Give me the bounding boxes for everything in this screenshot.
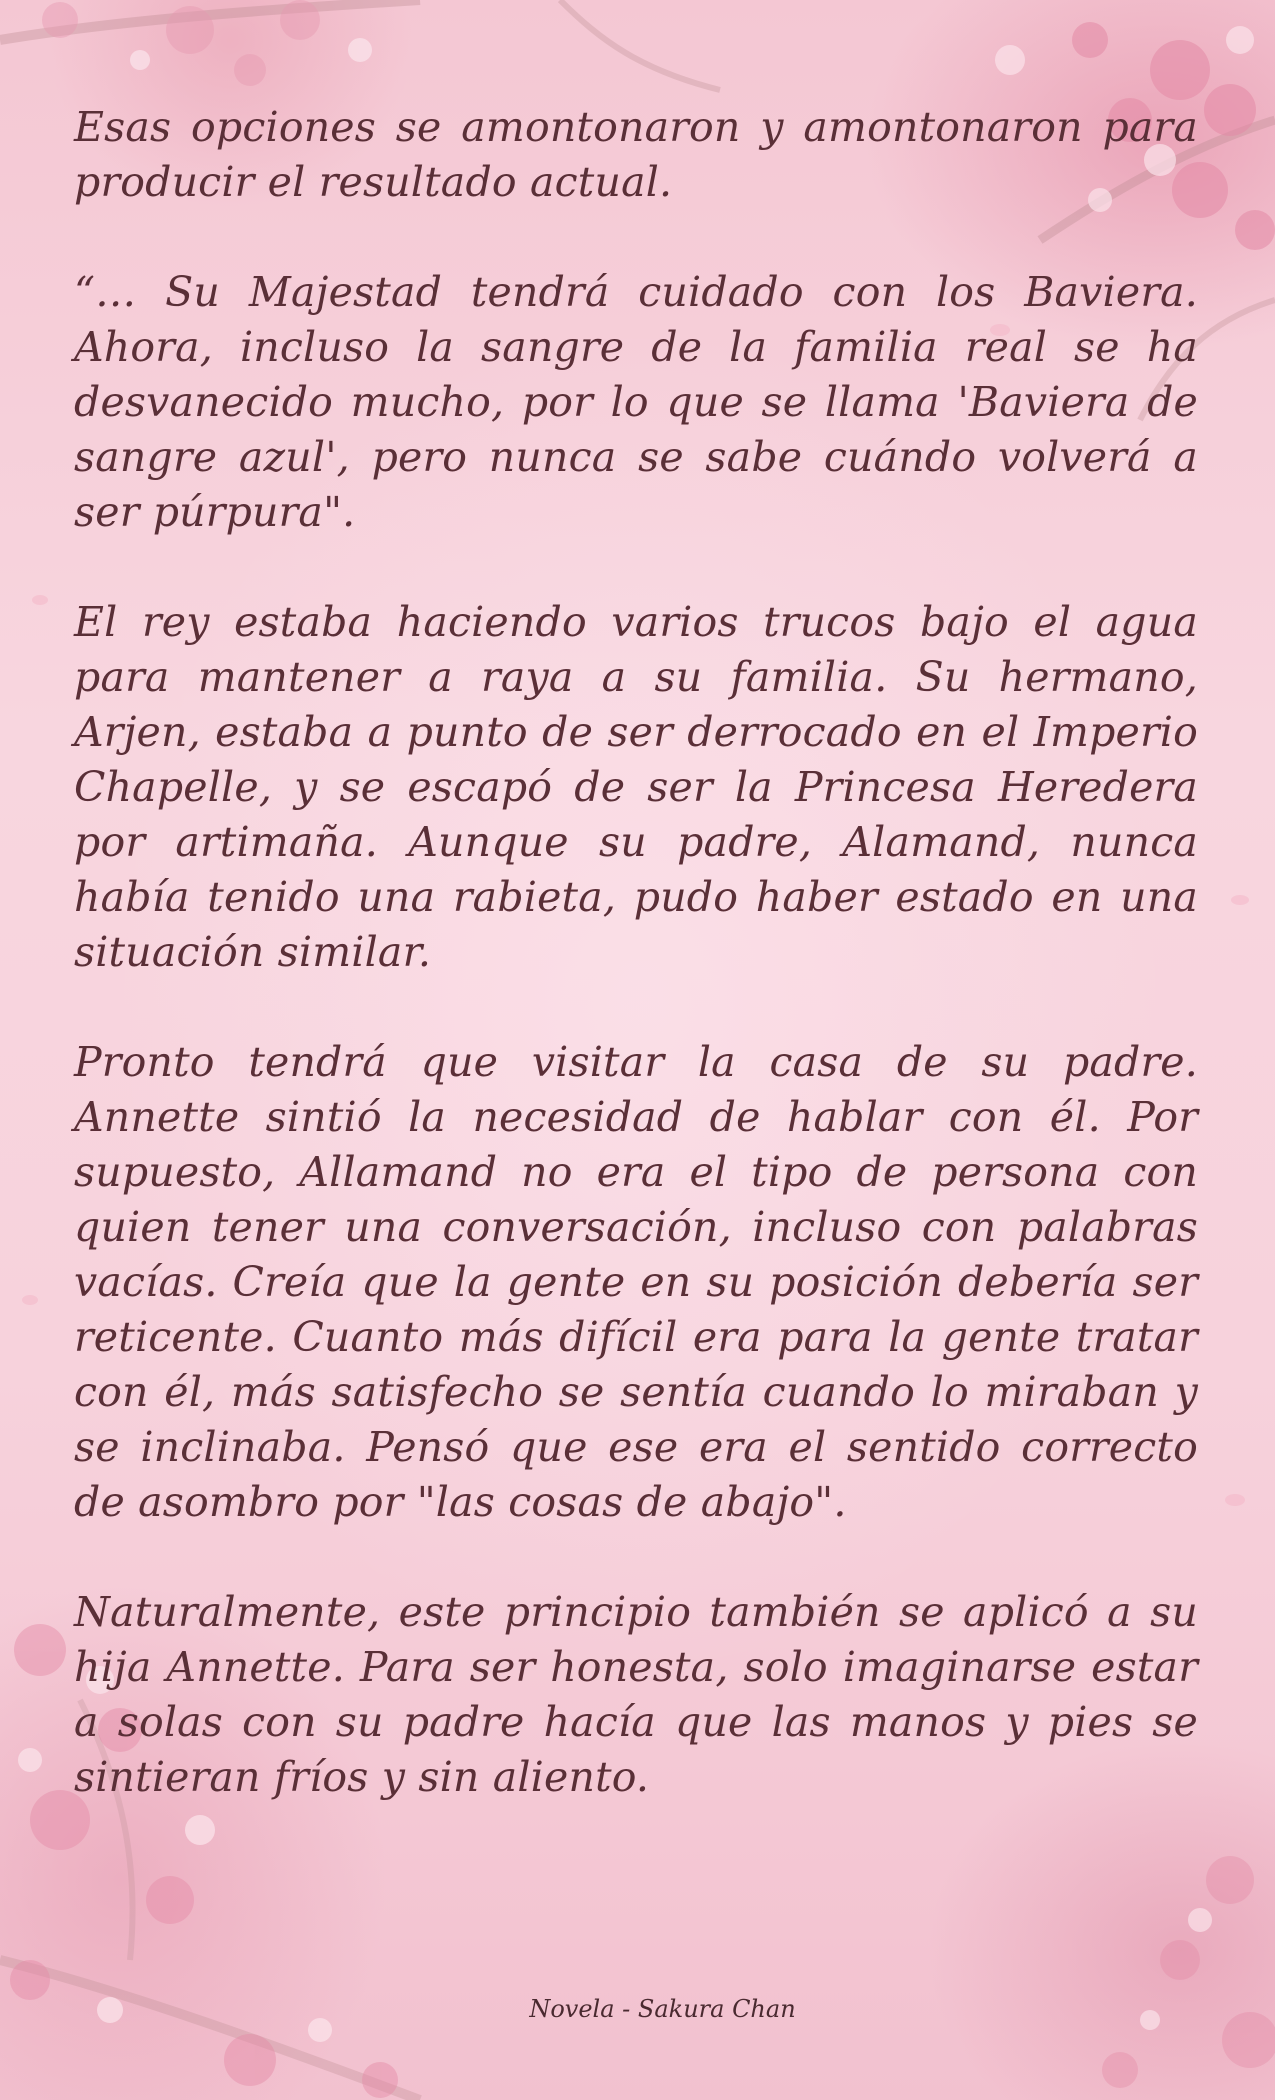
paragraph: “… Su Majestad tendrá cuidado con los Baviera. Ahora, incluso la sangre de la familia real se ha desvanecido mucho, por lo que se llama 'Baviera de sangre azul', pero nunca se sabe cuándo volverá a ser púrpura". bbox=[74, 268, 1198, 536]
paragraph: Esas opciones se amontonaron y amontonaron para producir el resultado actual. bbox=[74, 103, 1198, 206]
story-text bbox=[74, 100, 1198, 1860]
footer-credit: Novela - Sakura Chan bbox=[529, 1995, 796, 2023]
paragraph: Naturalmente, este principio también se aplicó a su hija Annette. Para ser honesta, solo imaginarse estar a solas con su padre hacía que las manos y pies se sintieran fríos y sin aliento. bbox=[74, 1588, 1198, 1801]
paragraph: Pronto tendrá que visitar la casa de su padre. Annette sintió la necesidad de hablar con él. Por supuesto, Allamand no era el tipo de persona con quien tener una conversación, incluso con palabras vacías. Creía que la gente en su posición debería ser reticente. Cuanto más difícil era para la gente tratar con él, más satisfecho se sentía cuando lo miraban y se inclinaba. Pensó que ese era el sentido correcto de asombro por "las cosas de abajo". bbox=[74, 1038, 1198, 1526]
paragraph: El rey estaba haciendo varios trucos bajo el agua para mantener a raya a su familia. Su hermano, Arjen, estaba a punto de ser derrocado en el Imperio Chapelle, y se escapó de ser la Princesa Heredera por artimaña. Aunque su padre, Alamand, nunca había tenido una rabieta, pudo haber estado en una situación similar. bbox=[74, 598, 1198, 976]
